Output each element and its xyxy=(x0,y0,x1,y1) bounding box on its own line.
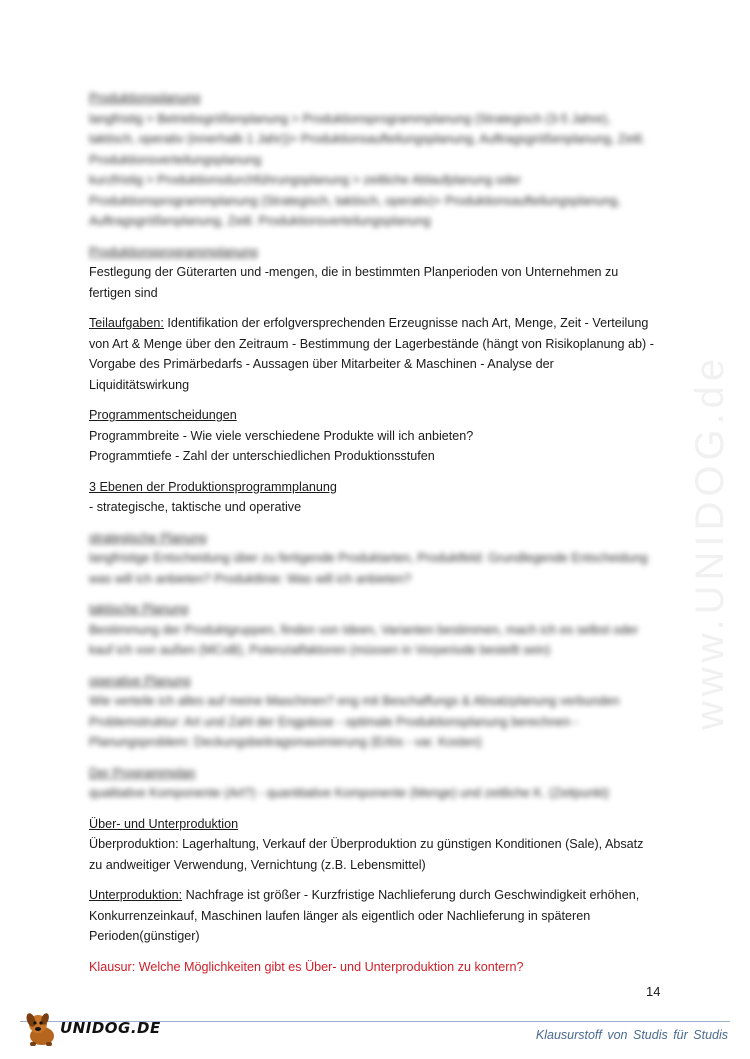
document-body xyxy=(89,88,669,987)
section-heading: Produktionsplanung xyxy=(89,91,201,105)
text-line: kurzfristig > Produktionsdurchführungsplanung > zeitliche Ablaufplanung oder xyxy=(89,173,521,187)
text-line: kauf ich von außen (MCoB), Potenzialfaktoren (müssen in Vorperiode bestellt sein) xyxy=(89,643,551,657)
text-fragment: Identifikation der erfolgversprechenden Erzeugnisse nach Art, Menge, Zeit - Verteilung xyxy=(163,316,649,330)
section-3-ebenen xyxy=(89,477,669,518)
section-produktionsprogrammplanung xyxy=(89,242,669,304)
section-strategische-planung xyxy=(89,528,669,590)
section-heading: 3 Ebenen der Produktionsprogrammplanung xyxy=(89,479,337,494)
text-line: zu andweitiger Verwendung, Vernichtung (z.B. Lebensmittel) xyxy=(89,857,426,872)
text-line: Überproduktion: Lagerhaltung, Verkauf der Überproduktion zu günstigen Konditionen (Sale), Absatz xyxy=(89,837,644,851)
section-heading: Produktionsprogrammplanung xyxy=(89,244,258,259)
section-heading: Der Programmplan xyxy=(89,765,196,780)
text-line: Festlegung der Güterarten und -mengen, die in bestimmten Planperioden von Unternehmen zu xyxy=(89,265,619,279)
text-line: Liquiditätswirkung xyxy=(89,377,190,392)
text-line: was will ich anbieten? Produktlinie: Was will ich anbieten? xyxy=(89,571,412,586)
text-line xyxy=(89,885,669,906)
text-line: Bestimmung der Produktgruppen, finden von Ideen, Varianten bestimmen, mach ich es selbst oder xyxy=(89,622,639,637)
section-taktische-planung xyxy=(89,599,669,661)
text-line: langfristige Entscheidung über zu fertigende Produktarten, Produktfeld: Grundlegende Entscheidung xyxy=(89,551,648,565)
text-line: Produktionsprogrammplanung (Strategisch, taktisch, operativ)> Produktionsaufteilungsplanung, xyxy=(89,193,621,208)
text-line: von Art & Menge über den Zeitraum - Bestimmung der Lagerbestände (hängt von Risikoplanung ab) - xyxy=(89,336,654,351)
text-line: taktisch, operativ (innerhalb 1 Jahr))> Produktionsaufteilungsplanung, Auftragsgrößenplanung, Zeitl. xyxy=(89,132,646,146)
section-heading: operative Planung xyxy=(89,673,191,688)
text-line: qualitative Komponente (Art?) - quantitative Komponente (Menge) und zeitliche K. (Zeitpunkt) xyxy=(89,786,610,800)
text-line: Perioden(günstiger) xyxy=(89,929,200,943)
text-line: Planungsproblem: Deckungsbeitragsmaximierung (Erlös - var. Kosten) xyxy=(89,735,482,749)
text-line: Wie verteile ich alles auf meine Maschinen? eng mit Beschaffungs & Absatzplanung verbunden xyxy=(89,694,620,708)
text-line: Auftragsgrößenplanung, Zeitl. Produktionsverteilungsplanung xyxy=(89,214,431,228)
text-line: - strategische, taktische und operative xyxy=(89,500,302,514)
dog-icon xyxy=(22,1010,62,1048)
text-line: langfristig > Betriebsgrößenplanung > Produktionsprogrammplanung (Strategisch (3-5 Jahre), xyxy=(89,111,611,126)
section-heading: strategische Planung xyxy=(89,530,207,545)
section-programmentscheidungen xyxy=(89,405,669,467)
section-operative-planung xyxy=(89,671,669,753)
page-number: 14 xyxy=(646,984,661,999)
section-ueber-unterproduktion xyxy=(89,814,669,876)
exam-note: Klausur: Welche Möglichkeiten gibt es Über- und Unterproduktion zu kontern? xyxy=(89,959,524,974)
text-line: Produktionsverteilungsplanung xyxy=(89,152,262,167)
text-line: Programmtiefe - Zahl der unterschiedlichen Produktionsstufen xyxy=(89,449,435,463)
text-line: Vorgabe des Primärbedarfs - Aussagen über Mitarbeiter & Maschinen - Analyse der xyxy=(89,357,554,371)
section-teilaufgaben xyxy=(89,313,669,395)
text-line: Konkurrenzeinkauf, Maschinen laufen länger als eigentlich oder Nachlieferung in späteren xyxy=(89,908,591,923)
footer-tagline: Klausurstoff von Studis für Studis xyxy=(535,1028,728,1042)
logo-text: UNIDOG.DE xyxy=(60,1019,161,1037)
text-line: Problemstruktur: Art und Zahl der Engpässe - optimale Produktionsplanung berechnen - xyxy=(89,714,579,729)
text-fragment: Nachfrage ist größer - Kurzfristige Nachlieferung durch Geschwindigkeit erhöhen, xyxy=(182,888,640,902)
watermark xyxy=(688,280,738,730)
section-heading: Programmentscheidungen xyxy=(89,408,237,422)
section-produktionsplanung xyxy=(89,88,669,232)
inline-heading: Teilaufgaben: xyxy=(89,316,164,330)
text-line xyxy=(89,313,669,334)
section-heading: taktische Planung xyxy=(89,602,189,616)
watermark-text: www.UNIDOG.de xyxy=(688,353,732,730)
section-unterproduktion xyxy=(89,885,669,947)
text-line: Programmbreite - Wie viele verschiedene Produkte will ich anbieten? xyxy=(89,428,474,443)
section-programmplan xyxy=(89,763,669,804)
text-line: fertigen sind xyxy=(89,285,158,300)
inline-heading: Unterproduktion: xyxy=(89,888,183,902)
section-heading: Über- und Unterproduktion xyxy=(89,816,239,831)
unidog-logo xyxy=(22,1010,162,1050)
